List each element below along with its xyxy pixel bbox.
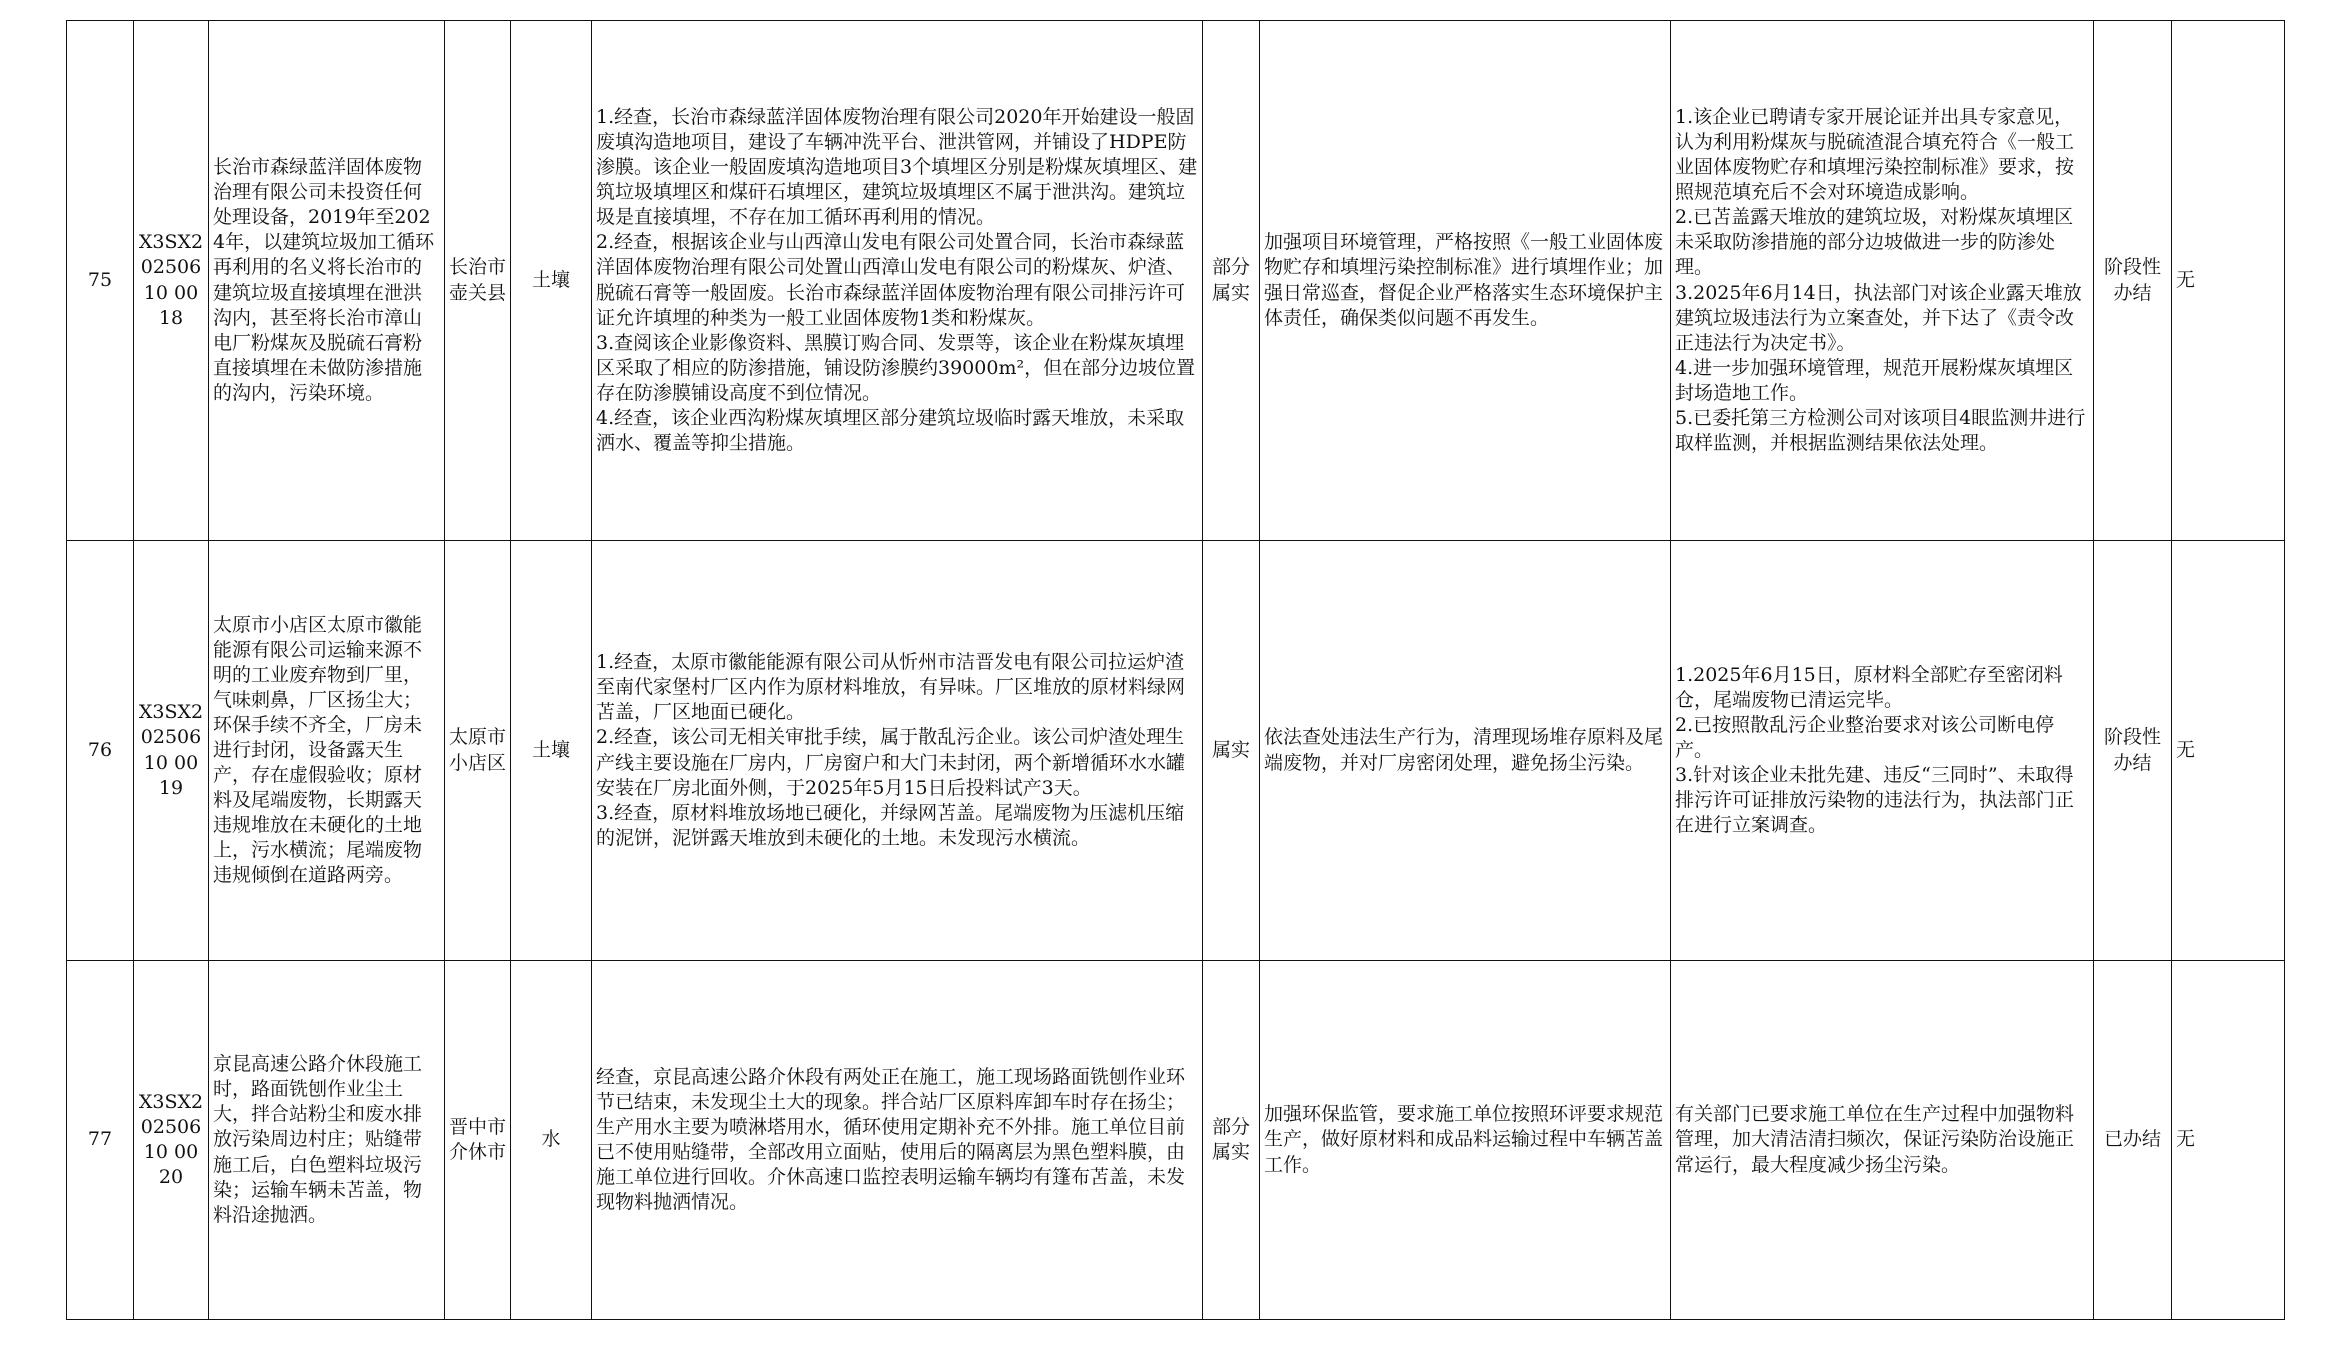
progress-item: 1.该企业已聘请专家开展论证并出具专家意见，认为利用粉煤灰与脱硫渣混合填充符合《一般工业固体废物贮存和填埋污染控制标准》要求，按照规范填充后不会对环境造成影响。: [1675, 105, 2075, 204]
case-code: X3SX20250610 0019: [134, 541, 209, 961]
progress-item: 1.2025年6月15日，原材料全部贮存至密闭料仓，尾端废物已清运完毕。: [1675, 663, 2063, 711]
progress-item: 2.已按照散乱污企业整治要求对该公司断电停产。: [1675, 713, 2055, 761]
investigation-findings: [592, 541, 1203, 961]
case-code: X3SX20250610 0018: [134, 21, 209, 541]
verdict: 部分属实: [1203, 961, 1260, 1320]
row-number: 76: [67, 541, 134, 961]
finding-item: 2.经查，根据该企业与山西漳山发电有限公司处置合同，长治市森绿蓝洋固体废物治理有限公司处置山西漳山发电有限公司的粉煤灰、炉渣、脱硫石膏等一般固废。长治市森绿蓝洋固体废物治理有限公司排污许可证允许填埋的种类为一般工业固体废物1类和粉煤灰。: [596, 231, 1186, 329]
investigation-findings: [592, 21, 1203, 541]
progress-item: 4.进一步加强环境管理，规范开展粉煤灰填埋区封场造地工作。: [1675, 356, 2074, 404]
rectification-progress: [1671, 961, 2094, 1320]
pollution-type: 土壤: [511, 21, 592, 541]
handling-measures: 加强环保监管，要求施工单位按照环评要求规范生产，做好原材料和成品料运输过程中车辆苫盖工作。: [1260, 961, 1671, 1320]
administrative-area: 长治市壶关县: [445, 21, 511, 541]
progress-item: 3.2025年6月14日，执法部门对该企业露天堆放建筑垃圾违法行为立案查处，并下达了《责令改正违法行为决定书》。: [1675, 281, 2082, 354]
accountability: 无: [2172, 541, 2285, 961]
finding-item: 2.经查，该公司无相关审批手续，属于散乱污企业。该公司炉渣处理生产线主要设施在厂房内，厂房窗户和大门未封闭，两个新增循环水水罐安装在厂房北面外侧，于2025年5月15日后投料试产3天。: [596, 726, 1186, 799]
handling-measures: 加强项目环境管理，严格按照《一般工业固体废物贮存和填埋污染控制标准》进行填埋作业；加强日常巡查，督促企业严格落实生态环境保护主体责任，确保类似问题不再发生。: [1260, 21, 1671, 541]
finding-item: 4.经查，该企业西沟粉煤灰填埋区部分建筑垃圾临时露天堆放，未采取洒水、覆盖等抑尘措施。: [596, 406, 1185, 454]
progress-item: 有关部门已要求施工单位在生产过程中加强物料管理，加大清洁清扫频次，保证污染防治设施正常运行，最大程度减少扬尘污染。: [1675, 1103, 2075, 1176]
progress-item: 2.已苫盖露天堆放的建筑垃圾，对粉煤灰填埋区未采取防渗措施的部分边坡做进一步的防渗处理。: [1675, 206, 2074, 279]
verdict: 属实: [1203, 541, 1260, 961]
administrative-area: 晋中市介休市: [445, 961, 511, 1320]
row-number: 75: [67, 21, 134, 541]
handling-measures: 依法查处违法生产行为，清理现场堆存原料及尾端废物，并对厂房密闭处理，避免扬尘污染。: [1260, 541, 1671, 961]
pollution-type: 土壤: [511, 541, 592, 961]
table-row: [67, 961, 2285, 1320]
completion-status: 阶段性办结: [2094, 541, 2172, 961]
complaint-table-sheet: [66, 20, 2284, 1320]
row-number: 77: [67, 961, 134, 1320]
accountability: 无: [2172, 21, 2285, 541]
table-row: [67, 541, 2285, 961]
finding-item: 3.经查，原材料堆放场地已硬化，并绿网苫盖。尾端废物为压滤机压缩的泥饼，泥饼露天堆放到未硬化的土地。未发现污水横流。: [596, 801, 1185, 849]
rectification-progress: [1671, 21, 2094, 541]
investigation-findings: [592, 961, 1203, 1320]
complaint-table: [66, 20, 2285, 1320]
complaint-content: 太原市小店区太原市徽能能源有限公司运输来源不明的工业废弃物到厂里，气味刺鼻，厂区扬尘大；环保手续不齐全，厂房未进行封闭，设备露天生产，存在虚假验收；原材料及尾端废物，长期露天违规堆放在未硬化的土地上，污水横流；尾端废物违规倾倒在道路两旁。: [209, 541, 445, 961]
pollution-type: 水: [511, 961, 592, 1320]
progress-item: 5.已委托第三方检测公司对该项目4眼监测井进行取样监测，并根据监测结果依法处理。: [1675, 406, 2086, 454]
accountability: 无: [2172, 961, 2285, 1320]
verdict: 部分属实: [1203, 21, 1260, 541]
complaint-content: 长治市森绿蓝洋固体废物治理有限公司未投资任何处理设备，2019年至2024年，以建筑垃圾加工循环再利用的名义将长治市的建筑垃圾直接填埋在泄洪沟内，甚至将长治市漳山电厂粉煤灰及脱硫石膏粉直接填埋在未做防渗措施的沟内，污染环境。: [209, 21, 445, 541]
finding-item: 1.经查，长治市森绿蓝洋固体废物治理有限公司2020年开始建设一般固废填沟造地项目，建设了车辆冲洗平台、泄洪管网，并铺设了HDPE防渗膜。该企业一般固废填沟造地项目3个填埋区分别是粉煤灰填埋区、建筑垃圾填埋区和煤矸石填埋区，建筑垃圾填埋区不属于泄洪沟。建筑垃圾是直接填埋，不存在加工循环再利用的情况。: [596, 105, 1198, 229]
table-row: [67, 21, 2285, 541]
finding-item: 1.经查，太原市徽能能源有限公司从忻州市洁晋发电有限公司拉运炉渣至南代家堡村厂区内作为原材料堆放，有异味。厂区堆放的原材料绿网苫盖，厂区地面已硬化。: [596, 651, 1186, 724]
administrative-area: 太原市小店区: [445, 541, 511, 961]
case-code: X3SX20250610 0020: [134, 961, 209, 1320]
complaint-content: 京昆高速公路介休段施工时，路面铣刨作业尘土大，拌合站粉尘和废水排放污染周边村庄；贴缝带施工后，白色塑料垃圾污染；运输车辆未苫盖，物料沿途抛洒。: [209, 961, 445, 1320]
progress-item: 3.针对该企业未批先建、违反“三同时”、未取得排污许可证排放污染物的违法行为，执法部门正在进行立案调查。: [1675, 764, 2075, 837]
table-body: [67, 21, 2285, 1320]
completion-status: 阶段性办结: [2094, 21, 2172, 541]
rectification-progress: [1671, 541, 2094, 961]
finding-item: 3.查阅该企业影像资料、黑膜订购合同、发票等，该企业在粉煤灰填埋区采取了相应的防渗措施，铺设防渗膜约39000m²，但在部分边坡位置存在防渗膜铺设高度不到位情况。: [596, 331, 1196, 404]
completion-status: 已办结: [2094, 961, 2172, 1320]
finding-item: 经查，京昆高速公路介休段有两处正在施工，施工现场路面铣刨作业环节已结束，未发现尘土大的现象。拌合站厂区原料库卸车时存在扬尘；生产用水主要为喷淋塔用水，循环使用定期补充不外排。施工单位目前已不使用贴缝带，全部改用立面贴，使用后的隔离层为黑色塑料膜，由施工单位进行回收。介休高速口监控表明运输车辆均有篷布苫盖，未发现物料抛洒情况。: [596, 1065, 1186, 1214]
